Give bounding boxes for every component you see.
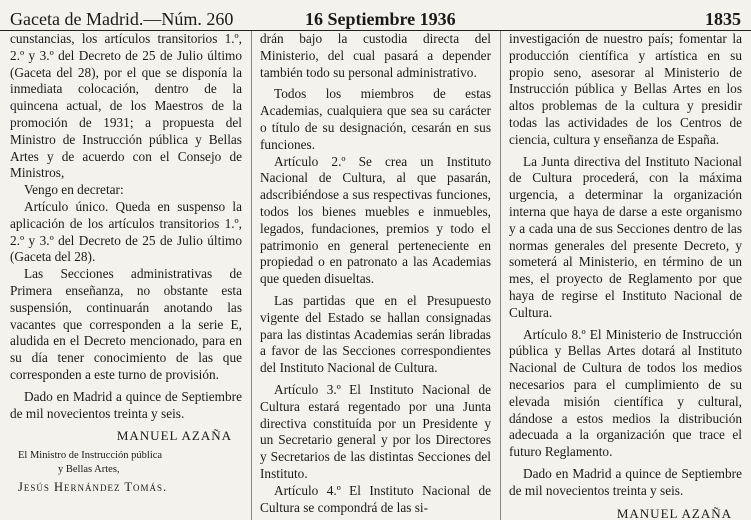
paragraph: Vengo en decretar:: [24, 182, 124, 198]
paragraph: Las Secciones administrativas de Primera enseñanza, no obstante esta suspensión, continuarán anotando las vacantes que corresponden a la serie E, aludida en el Decreto mencionado, para en su día tener conocimiento de las que corresponden a este turno de provisión.: [10, 266, 242, 382]
paragraph: La Junta directiva del Instituto Nacional de Cultura procederá, con la máxima urgencia, a determinar la organización interna que haya de darse a este organismo y a cada una de sus Secciones dentro de las normas generales del presente Decreto, y someterá al Ministerio, en término de un mes, el proyecto de Reglamento por que haya de regirse el Instituto Nacional de Cultura.: [509, 153, 742, 320]
page-header: [0, 0, 751, 31]
minister-line: y Bellas Artes,: [58, 464, 120, 476]
column-divider-2: [500, 31, 501, 520]
minister-title: [18, 449, 242, 477]
paragraph: Artículo 8.º El Ministerio de Instrucción pública y Bellas Artes dotará al Instituto Nacional de Cultura de todos los medios necesarios para el cumplimiento de su elevada misión científica y cultural, dándose a estos medios la distribución adecuada a la organización que trace el futuro Reglamento.: [509, 326, 742, 460]
paragraph: Las partidas que en el Presupuesto vigente del Estado se hallan consignadas para las distintas Academias serán libradas a favor de las Secciones correspondientes del Instituto Nacional de Cultura.: [260, 292, 491, 376]
gazette-title: Gaceta de Madrid.—Núm. 260: [10, 9, 234, 29]
paragraph: Dado en Madrid a quince de Septiembre de mil novecientos treinta y seis.: [10, 388, 242, 421]
minister-name: Jesús Hernández Tomás.: [18, 480, 168, 495]
issue-date: 16 Septiembre 1936: [305, 9, 456, 29]
column-3: [509, 31, 742, 520]
paragraph: Dado en Madrid a quince de Septiembre de mil novecientos treinta y seis.: [509, 465, 742, 498]
column-2: [260, 31, 491, 520]
paragraph: Artículo único. Queda en suspenso la aplicación de los artículos transitorios 1.º, 2.º y 3.º del Decreto de 25 de Julio último (Gaceta del 28).: [10, 198, 242, 265]
column-divider-1: [251, 31, 252, 520]
column-1: [10, 31, 242, 520]
minister-line: El Ministro de Instrucción pública: [18, 450, 163, 462]
signature: MANUEL AZAÑA: [616, 505, 732, 520]
paragraph: Artículo 2.º Se crea un Instituto Nacional de Cultura, al que pasarán, adscribiéndose a sus respectivas funciones, todos los bienes muebles e inmuebles, legados, fundaciones, premios y todo el patrimonio en general perteneciente en propiedad o en patronato a las Academias que queden disueltas.: [260, 153, 491, 287]
paragraph: investigación de nuestro país; fomentar la producción científica y artística en su propio seno, asesorar al Ministerio de Instrucción pública y Bellas Artes en los altos problemas de la cultura y presidir todas las actividades de los Centros de ciencia, cultura y enseñanza de España.: [509, 31, 742, 147]
paragraph: Artículo 3.º El Instituto Nacional de Cultura estará regentado por una Junta directiva constituída por un Presidente y un Secretario general y por los Directores y Secretarios de las distintas Secciones del Instituto.: [260, 381, 491, 481]
paragraph: cunstancias, los artículos transitorios 1.º, 2.º y 3.º del Decreto de 25 de Julio último (Gaceta del 28), por el que se disponía la inmediata colocación, dentro de la quincena actual, de los Maestros de la promoción de 1931; a propuesta del Ministro de Instrucción pública y Bellas Artes y de acuerdo con el Consejo de Ministros,: [10, 31, 242, 181]
paragraph: Artículo 4.º El Instituto Nacional de Cultura se compondrá de las si-: [260, 482, 491, 515]
signature: MANUEL AZAÑA: [116, 428, 232, 444]
paragraph: Todos los miembros de estas Academias, cualquiera que sea su carácter o título de su designación, cesarán en sus funciones.: [260, 86, 491, 152]
page-number: 1835: [705, 9, 741, 29]
paragraph: drán bajo la custodia directa del Ministerio, del cual pasará a depender también todo su personal administrativo.: [260, 31, 491, 80]
